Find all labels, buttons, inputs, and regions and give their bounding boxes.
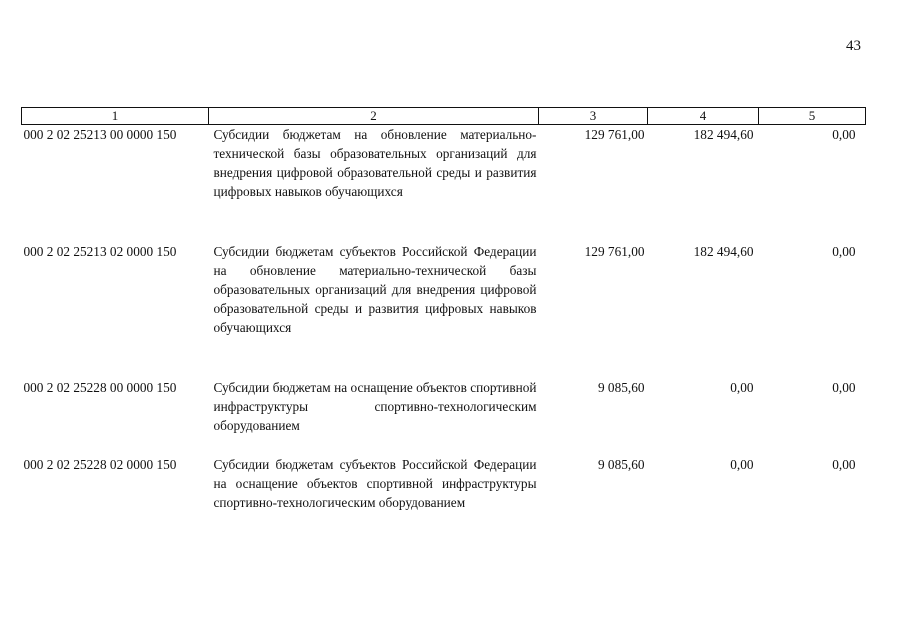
value-col-3: 9 085,60 xyxy=(597,457,645,472)
budget-code: 000 2 02 25213 02 0000 150 xyxy=(23,244,177,259)
header-col-5: 5 xyxy=(759,108,866,125)
header-col-3: 3 xyxy=(539,108,648,125)
table-row xyxy=(22,242,866,378)
value-col-4: 0,00 xyxy=(730,457,754,472)
value-col-5: 0,00 xyxy=(832,127,856,142)
value-col-5: 0,00 xyxy=(832,380,856,395)
value-col-3: 9 085,60 xyxy=(597,380,645,395)
row-description: Субсидии бюджетам на оснащение объектов спортивной инфраструктуры спортивно-технологическим оборудованием xyxy=(213,380,537,433)
row-description: Субсидии бюджетам субъектов Российской Федерации на оснащение объектов спортивной инфраструктуры спортивно-технологическим оборудованием xyxy=(213,457,537,510)
header-col-4: 4 xyxy=(648,108,759,125)
header-col-2: 2 xyxy=(209,108,539,125)
value-col-4: 182 494,60 xyxy=(693,244,754,259)
value-col-4: 182 494,60 xyxy=(693,127,754,142)
row-description: Субсидии бюджетам на обновление материально-технической базы образовательных организаций для внедрения цифровой образовательной среды и развития цифровых навыков обучающихся xyxy=(213,127,537,199)
row-description: Субсидии бюджетам субъектов Российской Федерации на обновление материально-технической базы образовательных организаций для внедрения цифровой образовательной среды и развития цифровых навыков обучающихся xyxy=(213,244,537,335)
table-row xyxy=(22,378,866,455)
value-col-5: 0,00 xyxy=(832,457,856,472)
budget-code: 000 2 02 25228 00 0000 150 xyxy=(23,380,177,395)
page-number: 43 xyxy=(846,38,861,54)
header-row xyxy=(22,108,866,125)
budget-code: 000 2 02 25213 00 0000 150 xyxy=(23,127,177,142)
table-row xyxy=(22,455,866,535)
header-col-1: 1 xyxy=(22,108,209,125)
value-col-3: 129 761,00 xyxy=(584,127,645,142)
budget-table xyxy=(21,107,866,535)
value-col-5: 0,00 xyxy=(832,244,856,259)
table-row xyxy=(22,125,866,243)
value-col-4: 0,00 xyxy=(730,380,754,395)
budget-code: 000 2 02 25228 02 0000 150 xyxy=(23,457,177,472)
value-col-3: 129 761,00 xyxy=(584,244,645,259)
